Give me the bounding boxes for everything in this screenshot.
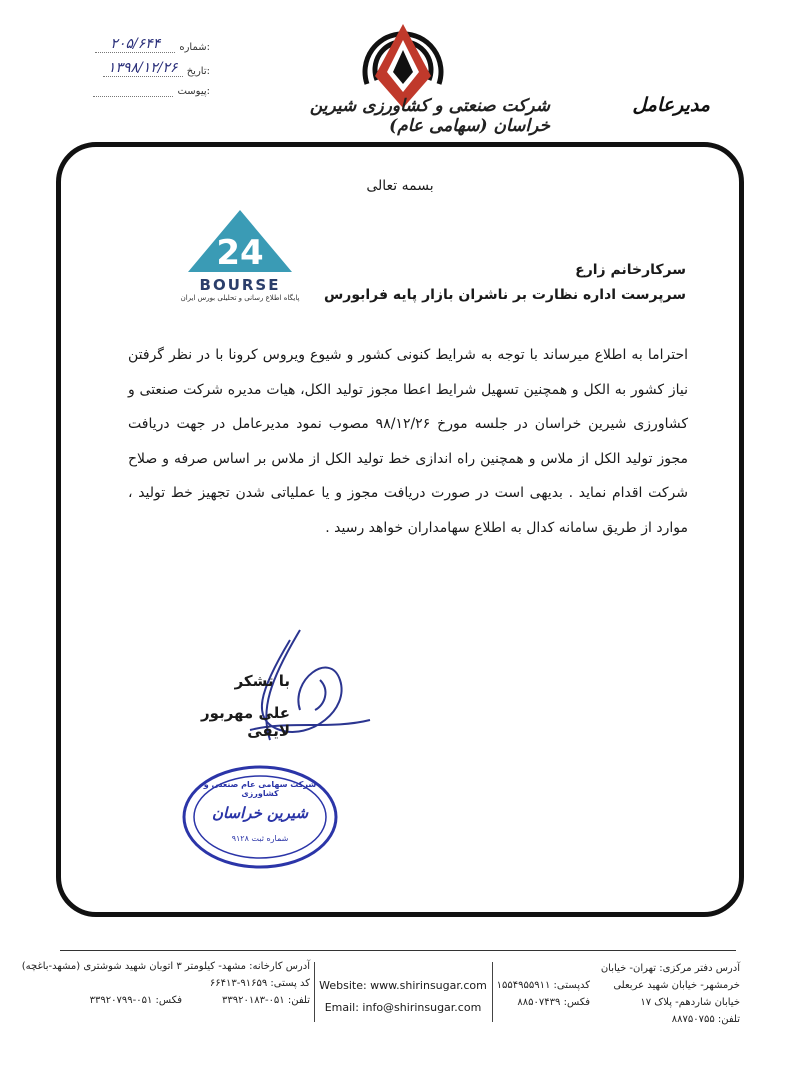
footer-separator — [492, 962, 493, 1022]
website-link[interactable]: Website: www.shirinsugar.com — [319, 979, 487, 992]
letter-date-label: تاریخ: — [186, 66, 210, 77]
bismillah-heading: بسمه تعالی — [366, 178, 434, 194]
factory-address-block — [20, 958, 310, 1009]
stamp-line-3: شماره ثبت ۹۱۲۸ — [231, 834, 289, 843]
stamp-line-1: شرکت سهامی عام صنعتی و کشاورزی — [203, 780, 317, 798]
office-address-line-1: آدرس دفتر مرکزی: تهران- خیابان خرمشهر- خیابان شهید عربعلی — [600, 963, 740, 991]
attachment-value — [93, 86, 173, 97]
bourse-logo-caption: پایگاه اطلاع رسانی و تحلیلی بورس ایران — [180, 294, 300, 302]
company-name: شرکت صنعتی و کشاورزی شیرین خراسان (سهامی عام) — [309, 96, 550, 136]
letter-date-row — [60, 60, 210, 77]
stamp-line-2: شیرین خراسان — [211, 804, 309, 822]
company-logo-icon — [355, 6, 451, 110]
attachment-row — [60, 86, 210, 97]
letter-body: احتراما به اطلاع میرساند با توجه به شرایط کنونی کشور و شیوع ویروس کرونا با در نظر گرفتن نیاز کشور به الکل و همچنین تسهیل شرایط اعطا مجوز تولید الکل، هیات مدیره شرکت صنعتی و کشاورزی شیرین خراسان در جلسه مورخ ۹۸/۱۲/۲۶ مصوب نمود مدیرعامل در جهت دریافت مجوز تولید الکل از ملاس و همچنین راه اندازی خط تولید الکل از ملاس بر اساس صرفه و صلاح شرکت اقدام نماید . بدیهی است در صورت دریافت مجوز و یا عملیاتی شدن تجهیز خط تولید ، موارد از طریق سامانه کدال به اطلاع سهامداران خواهد رسید . — [128, 347, 688, 536]
factory-phone-row — [20, 992, 310, 1009]
attachment-label: پیوست: — [177, 86, 210, 97]
office-contact-block — [480, 977, 590, 1011]
office-address-block — [596, 960, 740, 1028]
letter-number-value: ۲۰۵/۶۴۴ — [95, 36, 175, 53]
bourse-logo-text: BOURSE — [199, 276, 281, 294]
letter-date-value: ۱۳۹۸/۱۲/۲۶ — [103, 60, 183, 77]
factory-address: آدرس کارخانه: مشهد- کیلومتر ۳ اتوبان شهید شوشتری (مشهد-باغچه) — [21, 961, 310, 972]
letter-number-row — [60, 36, 210, 53]
bourse-triangle-icon — [180, 208, 300, 274]
footer-divider — [60, 950, 736, 951]
factory-contact-row — [20, 975, 310, 992]
general-manager-title: مدیرعامل — [632, 94, 710, 116]
svg-text:24: 24 — [216, 233, 264, 273]
letter-number-label: شماره: — [179, 42, 210, 53]
bourse-logo — [180, 208, 300, 308]
closing-text: با تشکر — [234, 672, 290, 690]
factory-postal-code: کد پستی: ۹۱۶۵۹-۶۶۴۱۳ — [209, 978, 310, 989]
office-phone: تلفن: ۸۸۷۵۰۷۵۵ — [671, 1014, 740, 1025]
recipient-name: سرکارخانم زارع — [575, 262, 686, 278]
factory-fax: فکس: ۰۵۱-۳۳۹۲۰۷۹۹ — [89, 995, 182, 1006]
office-address-line-2: خیابان شاردهم- پلاک ۱۷ — [640, 997, 740, 1008]
office-fax: فکس: ۸۸۵۰۷۴۳۹ — [517, 997, 590, 1008]
company-stamp — [180, 762, 340, 872]
recipient-title: سرپرست اداره نظارت بر ناشران بازار پایه فرابورس — [323, 287, 686, 303]
web-contact-block — [318, 975, 488, 1019]
signer-name: علی مهربور لایقی — [201, 704, 290, 740]
footer-separator — [314, 962, 315, 1022]
factory-phone: تلفن: ۰۵۱-۳۳۹۲۰۱۸۳ — [221, 995, 310, 1006]
email-link[interactable]: Email: info@shirinsugar.com — [324, 1001, 482, 1014]
office-postal-code: کدپستی: ۱۵۵۴۹۵۵۹۱۱ — [496, 980, 590, 991]
